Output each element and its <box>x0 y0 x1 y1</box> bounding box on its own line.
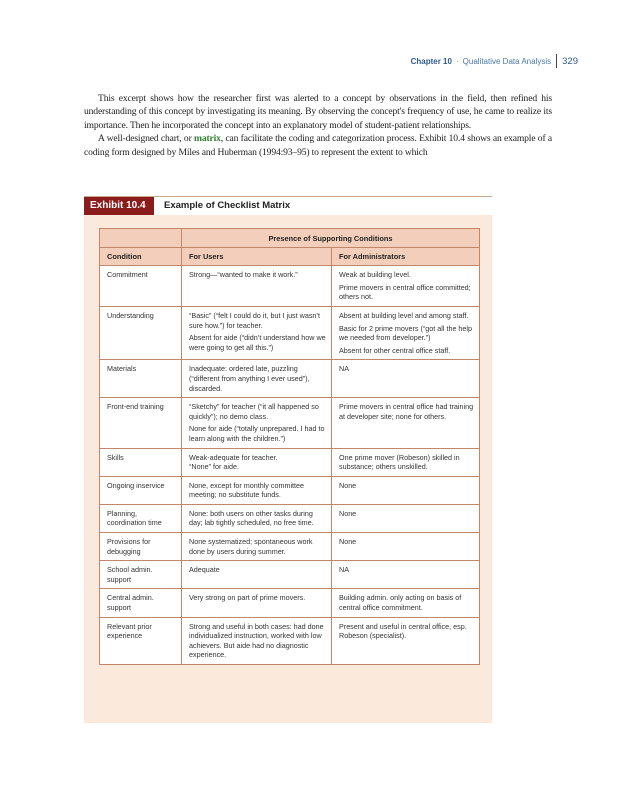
admins-cell <box>332 561 480 589</box>
condition-cell: Front-end training <box>100 398 182 448</box>
paragraph-1: This excerpt shows how the researcher first was alerted to a concept by observations in the field, then refined his understanding of this concept by investigating its meaning. By observing the concept's frequency of use, he came to realize its importance. Then he incorporated the concept into an explanatory model of student-patient relationships. <box>84 93 552 131</box>
group-header-row <box>100 229 480 248</box>
admins-cell <box>332 448 480 476</box>
body-text <box>84 92 552 159</box>
admins-cell <box>332 617 480 664</box>
cell-text: Absent for other central office staff. <box>339 345 451 355</box>
admins-cell <box>332 589 480 617</box>
cell-text: Building admin. only acting on basis of central office commitment. <box>339 593 462 613</box>
table-row <box>100 448 480 476</box>
cell-text: Strong—“wanted to make it work.” <box>189 270 298 280</box>
paragraph-2-end: , can facilitate the coding and categorization process. Exhibit 10.4 shows an example of a coding form designed by Miles and Huberman (1994:93–95) to represent the extent to which <box>84 133 552 158</box>
table-row <box>100 561 480 589</box>
table-row <box>100 266 480 307</box>
checklist-matrix <box>99 228 480 665</box>
cell-text: Absent at building level and among staff. <box>339 310 469 320</box>
separator-dot: · <box>455 56 459 66</box>
users-cell <box>182 504 332 532</box>
condition-cell: Central admin. support <box>100 589 182 617</box>
table-row <box>100 306 480 359</box>
column-header-users: For Users <box>182 247 332 266</box>
cell-text: Strong and useful in both cases: had done individualized instruction, worked with low achievers. But aide had no diagnostic experience. <box>189 621 324 660</box>
condition-cell: Planning, coordination time <box>100 504 182 532</box>
admins-cell <box>332 476 480 504</box>
cell-text: None for aide (“totally unprepared. I had to learn along with the children.”) <box>189 424 325 443</box>
paragraph-2 <box>84 132 552 159</box>
cell-text: Present and useful in central office, esp. Robeson (specialist). <box>339 621 467 641</box>
admins-cell <box>332 306 480 359</box>
chapter-label: Chapter 10 <box>410 56 452 66</box>
users-cell <box>182 476 332 504</box>
users-cell <box>182 398 332 448</box>
cell-text: “Basic” (“felt I could do it, but I just wasn’t sure how.”) for teacher. <box>189 310 321 330</box>
condition-cell: School admin. support <box>100 561 182 589</box>
condition-cell: Ongoing inservice <box>100 476 182 504</box>
users-cell <box>182 589 332 617</box>
admins-cell <box>332 533 480 561</box>
cell-text: None systematized; spontaneous work done by users during summer. <box>189 537 313 556</box>
admins-cell <box>332 504 480 532</box>
cell-text: Absent for aide (“didn’t understand how we were going to get all this.”) <box>189 333 326 352</box>
condition-cell: Relevant prior experience <box>100 617 182 664</box>
cell-text: Basic for 2 prime movers (“got all the help we needed from developer.”) <box>339 323 473 343</box>
column-header-condition: Condition <box>100 247 182 266</box>
cell-text: None, except for monthly committee meeting; no substitute funds. <box>189 480 305 500</box>
cell-text: Prime movers in central office committed; others not. <box>339 282 471 302</box>
admins-cell <box>332 398 480 448</box>
condition-cell: Provisions for debugging <box>100 533 182 561</box>
condition-cell: Understanding <box>100 306 182 359</box>
cell-text: Weak-adequate for teacher. “None” for aide. <box>189 452 278 472</box>
table-row <box>100 504 480 532</box>
chapter-title: Qualitative Data Analysis <box>462 56 552 66</box>
cell-text: None <box>339 508 357 518</box>
users-cell <box>182 266 332 307</box>
condition-cell: Materials <box>100 360 182 398</box>
cell-text: NA <box>339 565 349 575</box>
admins-cell <box>332 360 480 398</box>
table-row <box>100 360 480 398</box>
exhibit-tag: Exhibit 10.4 <box>84 197 154 215</box>
table-row <box>100 589 480 617</box>
users-cell <box>182 533 332 561</box>
cell-text: Adequate <box>189 565 220 575</box>
exhibit-title: Example of Checklist Matrix <box>164 200 291 211</box>
users-cell <box>182 561 332 589</box>
table-row <box>100 533 480 561</box>
table-row <box>100 398 480 448</box>
users-cell <box>182 360 332 398</box>
condition-cell: Skills <box>100 448 182 476</box>
exhibit-header <box>84 196 492 215</box>
admins-cell <box>332 266 480 307</box>
cell-text: None <box>339 537 357 547</box>
group-header: Presence of Supporting Conditions <box>182 229 480 248</box>
cell-text: Inadequate: ordered late, puzzling (“different from anything I ever used”), discarded. <box>189 364 310 393</box>
cell-text: Very strong on part of prime movers. <box>189 593 306 603</box>
paragraph-2-start: A well-designed chart, or <box>98 133 194 145</box>
column-header-admins: For Administrators <box>332 247 480 266</box>
cell-text: None <box>339 480 357 490</box>
users-cell <box>182 306 332 359</box>
running-head <box>411 54 578 68</box>
table-row <box>100 617 480 664</box>
cell-text: “Sketchy” for teacher (“it all happened so quickly”); no demo class. <box>189 402 319 421</box>
page-number: 329 <box>562 55 578 67</box>
users-cell <box>182 448 332 476</box>
users-cell <box>182 617 332 664</box>
condition-cell: Commitment <box>100 266 182 307</box>
column-header-row <box>100 247 480 266</box>
cell-text: Prime movers in central office had training at developer site; none for others. <box>339 402 474 421</box>
table-row <box>100 476 480 504</box>
cell-text: One prime mover (Robeson) skilled in substance; others unskilled. <box>339 452 460 472</box>
cell-text: NA <box>339 364 349 374</box>
matrix-body <box>100 266 480 665</box>
divider-bar <box>556 54 557 68</box>
cell-text: Weak at building level. <box>339 270 411 280</box>
cell-text: None: both users on other tasks during day; lab tightly scheduled, no free time. <box>189 508 314 528</box>
keyword-matrix: matrix <box>194 133 221 145</box>
